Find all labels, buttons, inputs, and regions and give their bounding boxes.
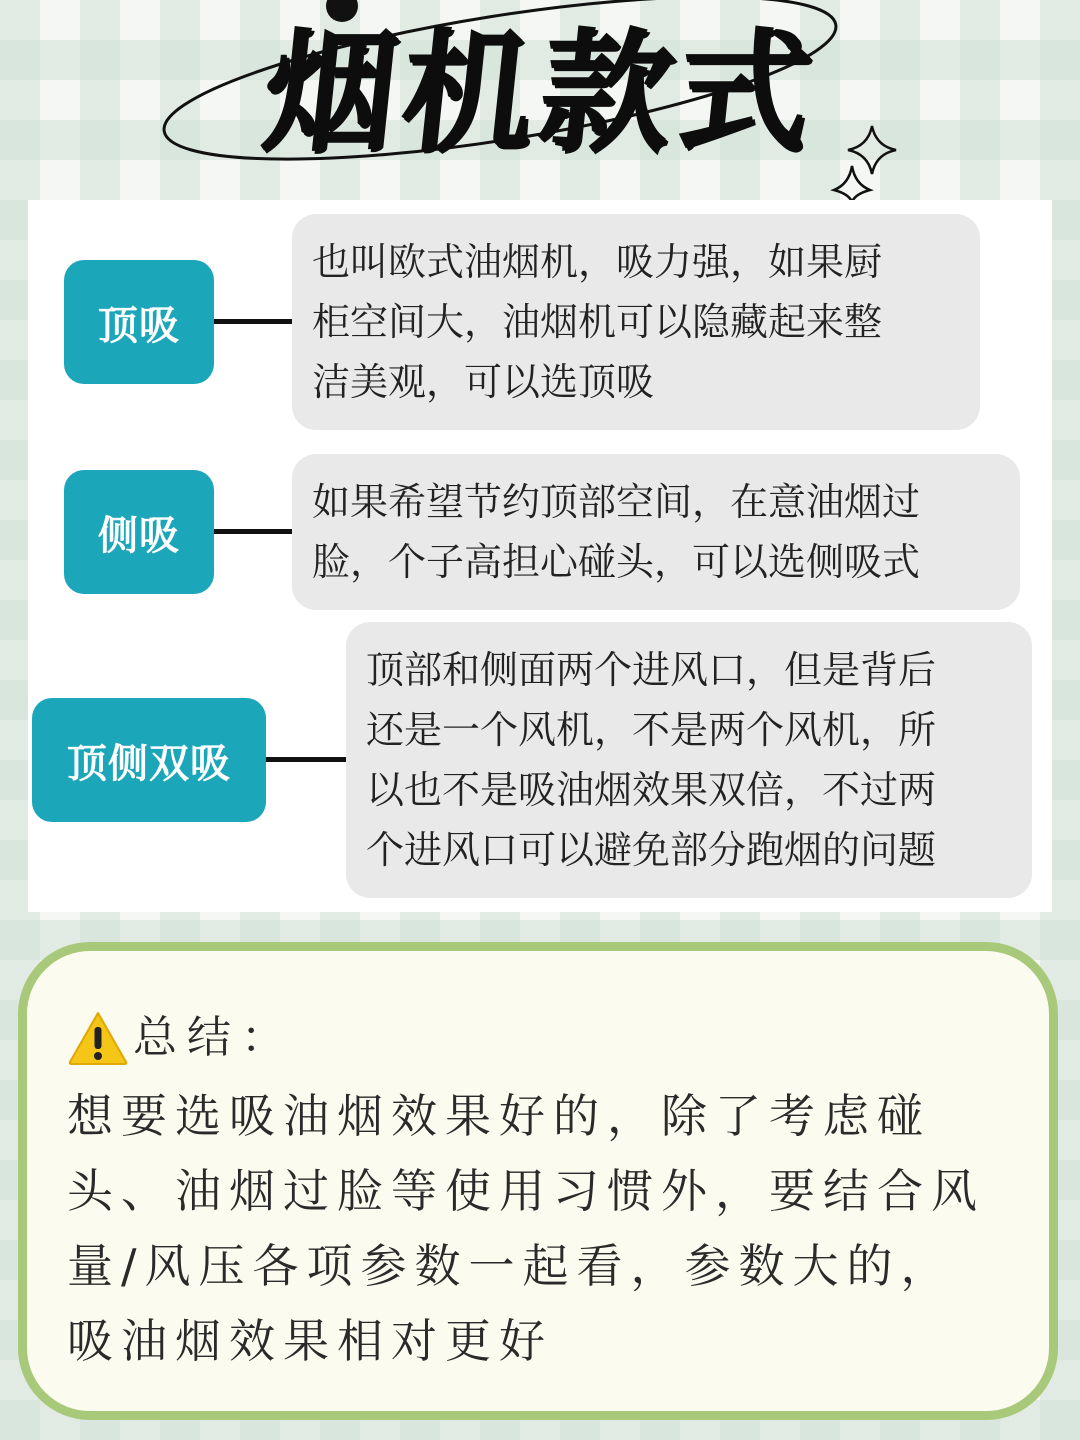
- type-description: [292, 454, 1020, 610]
- description-line: 顶部和侧面两个进风口，但是背后: [366, 648, 937, 692]
- summary-box: [18, 942, 1058, 1420]
- type-description: [292, 214, 980, 430]
- page-title: 烟机款式: [255, 16, 825, 170]
- description-line: 脸，个子高担心碰头，可以选侧吸式: [312, 540, 921, 584]
- summary-line: 吸油烟效果相对更好: [67, 1314, 553, 1368]
- type-label: 顶吸: [98, 302, 180, 349]
- description-line: 也叫欧式油烟机，吸力强，如果厨: [312, 240, 883, 284]
- summary-title: 总结：: [133, 1012, 295, 1063]
- description-line: 如果希望节约顶部空间，在意油烟过: [312, 480, 921, 524]
- description-line: 柜空间大，油烟机可以隐藏起来整: [312, 300, 883, 344]
- sparkle-icon: [818, 120, 908, 202]
- type-label: 顶侧双吸: [67, 740, 231, 787]
- description-line: 以也不是吸油烟效果双倍，不过两: [366, 768, 937, 812]
- description-line: 洁美观，可以选顶吸: [312, 360, 655, 404]
- type-node-top-suction: [64, 260, 214, 384]
- content-panel: [28, 200, 1052, 912]
- title-area: [0, 0, 1080, 200]
- type-node-side-suction: [64, 470, 214, 594]
- summary-text: [67, 1079, 1027, 1379]
- description-line: 还是一个风机，不是两个风机，所: [366, 708, 937, 752]
- summary-heading: [67, 1003, 295, 1073]
- warning-icon: [67, 1010, 129, 1066]
- description-line: 个进风口可以避免部分跑烟的问题: [366, 828, 937, 872]
- summary-line: 头、油烟过脸等使用习惯外，要结合风: [67, 1164, 985, 1218]
- summary-line: 量/风压各项参数一起看，参数大的，: [67, 1239, 955, 1293]
- type-node-dual-suction: [32, 698, 266, 822]
- type-description: [346, 622, 1032, 898]
- connector-line: [266, 757, 346, 762]
- type-label: 侧吸: [98, 512, 180, 559]
- connector-line: [214, 319, 292, 324]
- connector-line: [214, 529, 292, 534]
- summary-line: 想要选吸油烟效果好的，除了考虑碰: [67, 1089, 931, 1143]
